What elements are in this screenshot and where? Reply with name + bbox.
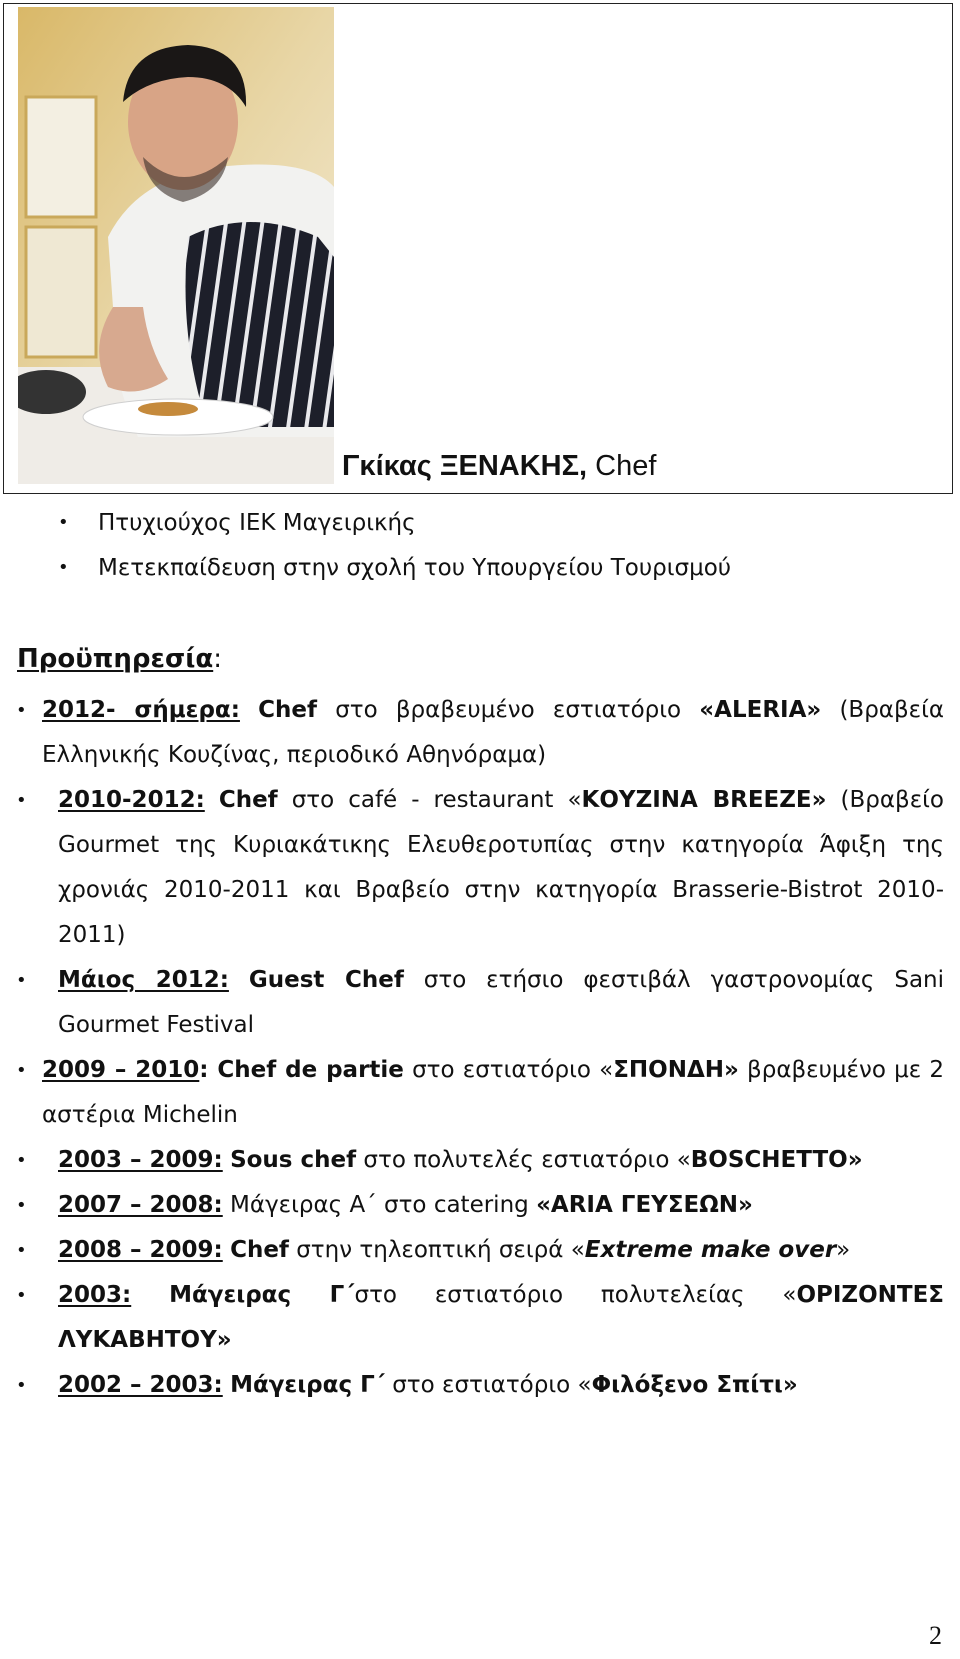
experience-role: Chef — [230, 1237, 289, 1263]
experience-date: 2008 – 2009: — [58, 1237, 223, 1263]
experience-role: Chef de partie — [217, 1057, 404, 1083]
experience-text — [131, 1282, 169, 1308]
chef-name-text: Γκίκας ΞΕΝΑΚΗΣ, — [342, 450, 588, 482]
experience-date: 2003: — [58, 1282, 132, 1308]
experience-text: στο βραβευμένο εστιατόριο — [317, 697, 700, 723]
education-item: • Μετεκπαίδευση στην σχολή του Υπουργείου Τουρισμού — [58, 552, 918, 597]
experience-date: 2010-2012: — [58, 787, 205, 813]
experience-item — [14, 1138, 944, 1183]
experience-venue: ΣΠΟΝΔΗ» — [613, 1057, 739, 1083]
experience-text: βραβευμένο με 2 αστέρια Michelin — [42, 1057, 944, 1128]
experience-date: 2002 – 2003: — [58, 1372, 223, 1398]
experience-text: : — [199, 1057, 218, 1083]
experience-text — [229, 967, 249, 993]
experience-item — [14, 1228, 944, 1273]
experience-text: στο ετήσιο φεστιβάλ γαστρονομίας Sani Gourmet Festival — [58, 967, 945, 1038]
education-item: • Πτυχιούχος ΙΕΚ Μαγειρικής — [58, 507, 918, 552]
page-number: 2 — [929, 1621, 942, 1650]
experience-text — [223, 1372, 230, 1398]
experience-text: (Βραβείο Gourmet της Κυριακάτικης Ελευθεροτυπίας στην κατηγορία Άφιξη της χρονιάς 2010-2011 και Βραβείο στην κατηγορία Brasserie-Bistrot 2010-2011) — [58, 787, 944, 948]
experience-date: 2007 – 2008: — [58, 1192, 223, 1218]
experience-item — [14, 958, 944, 1048]
experience-text — [240, 697, 258, 723]
experience-text — [223, 1147, 230, 1173]
experience-date: 2012- σήμερα: — [42, 697, 240, 723]
experience-item — [14, 1183, 944, 1228]
experience-heading — [17, 644, 222, 674]
experience-text: Μάγειρας Α΄ στο catering — [222, 1192, 537, 1218]
experience-text: στο πολυτελές εστιατόριο « — [356, 1147, 691, 1173]
experience-text: στο εστιατόριο πολυτελείας « — [354, 1282, 797, 1308]
experience-item — [14, 1048, 944, 1138]
experience-text: στην τηλεοπτική σειρά « — [288, 1237, 585, 1263]
experience-text: στο εστιατόριο « — [384, 1372, 592, 1398]
experience-role: Sous chef — [230, 1147, 357, 1173]
education-list — [58, 507, 918, 597]
experience-venue: «ARIA ΓΕΥΣΕΩΝ» — [536, 1192, 753, 1218]
experience-item — [14, 1273, 944, 1363]
experience-show: Extreme make over — [584, 1237, 837, 1263]
experience-text — [223, 1237, 230, 1263]
experience-venue: BOSCHETTO» — [690, 1147, 863, 1173]
experience-role: Μάγειρας Γ΄ — [169, 1282, 355, 1308]
experience-text: στο εστιατόριο « — [403, 1057, 614, 1083]
experience-item — [14, 688, 944, 778]
experience-text: » — [836, 1237, 851, 1263]
experience-heading-colon: : — [213, 644, 222, 674]
experience-item — [14, 1363, 944, 1408]
experience-role: Guest Chef — [248, 967, 404, 993]
experience-date: Μάιος 2012: — [58, 967, 229, 993]
experience-text: (Βραβεία Ελληνικής Κουζίνας, περιοδικό Αθηνόραμα) — [42, 697, 945, 768]
experience-list — [14, 688, 944, 1408]
experience-item — [14, 778, 944, 958]
chef-name — [342, 450, 656, 483]
experience-text — [205, 787, 219, 813]
experience-text: στο café - restaurant « — [277, 787, 582, 813]
experience-heading-text: Προϋπηρεσία — [17, 644, 214, 674]
experience-role: Μάγειρας Γ΄ — [230, 1372, 385, 1398]
experience-venue: ΚΟΥΖΙΝΑ BREEZE» — [581, 787, 827, 813]
experience-role: Chef — [218, 787, 278, 813]
chef-photo — [18, 7, 334, 484]
header-box — [3, 3, 953, 494]
experience-date: 2003 – 2009: — [58, 1147, 223, 1173]
experience-venue: Φιλόξενο Σπίτι» — [591, 1372, 798, 1398]
chef-role-text: Chef — [595, 450, 657, 482]
experience-role: Chef — [258, 697, 317, 723]
experience-date: 2009 – 2010 — [42, 1057, 200, 1083]
experience-venue: «ALERIA» — [699, 697, 822, 723]
experience-venue: ΟΡΙΖΟΝΤΕΣ ΛΥΚΑΒΗΤΟΥ» — [58, 1282, 945, 1353]
